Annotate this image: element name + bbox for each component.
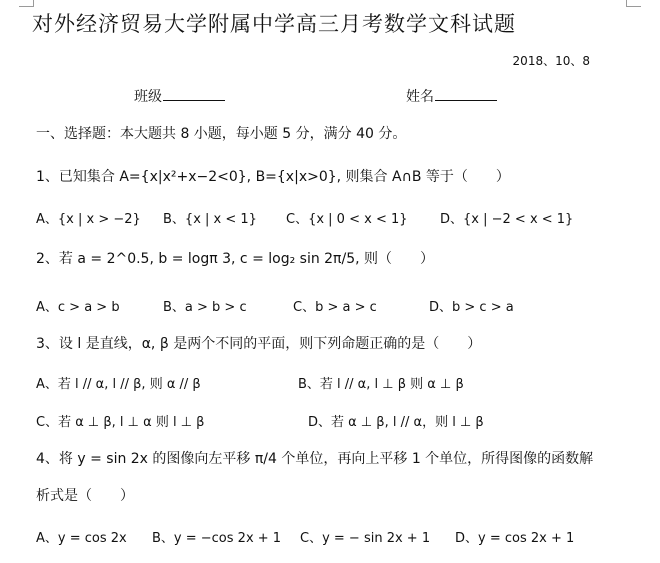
question-2-option-d: D、b > c > a <box>429 300 514 315</box>
question-4-option-d: D、y = cos 2x + 1 <box>455 531 575 546</box>
class-blank-line <box>163 86 225 101</box>
question-3-option-d: D、若 α ⊥ β, l // α，则 l ⊥ β <box>308 415 484 430</box>
class-field <box>134 86 225 106</box>
question-3-option-b: B、若 l // α, l ⊥ β 则 α ⊥ β <box>298 377 464 392</box>
question-2-stem: 2、若 a = 2^0.5, b = logπ 3, c = log₂ sin 2π/5, 则（ ） <box>36 251 435 267</box>
exam-title: 对外经济贸易大学附属中学高三月考数学文科试题 <box>32 12 516 36</box>
question-4-option-a: A、y = cos 2x <box>36 531 127 546</box>
question-2-option-b: B、a > b > c <box>163 300 247 315</box>
crop-mark-left <box>19 0 34 7</box>
question-2-option-a: A、c > a > b <box>36 300 120 315</box>
question-3-option-a: A、若 l // α, l // β, 则 α // β <box>36 377 201 392</box>
question-1-option-b: B、{x | x < 1} <box>163 212 257 227</box>
question-3-stem: 3、设 l 是直线，α, β 是两个不同的平面，则下列命题正确的是（ ） <box>36 336 482 352</box>
question-1-stem: 1、已知集合 A={x|x²+x−2<0}, B={x|x>0}, 则集合 A∩B 等于（ ） <box>36 169 510 185</box>
question-4-option-c: C、y = − sin 2x + 1 <box>300 531 431 546</box>
question-2-option-c: C、b > a > c <box>293 300 377 315</box>
class-label: 班级 <box>134 89 162 105</box>
question-4-option-b: B、y = −cos 2x + 1 <box>152 531 282 546</box>
name-label: 姓名 <box>406 89 434 105</box>
question-1-option-a: A、{x | x > −2} <box>36 212 141 227</box>
question-1-option-d: D、{x | −2 < x < 1} <box>440 212 574 227</box>
name-blank-line <box>435 86 497 101</box>
section-heading: 一、选择题：本大题共 8 小题，每小题 5 分，满分 40 分。 <box>36 126 407 142</box>
crop-mark-right <box>626 0 641 7</box>
question-1-option-c: C、{x | 0 < x < 1} <box>286 212 408 227</box>
question-4-stem: 4、将 y = sin 2x 的图像向左平移 π/4 个单位，再向上平移 1 个单位，所得图像的函数解析式是（ ） <box>36 451 594 504</box>
name-field <box>406 86 497 106</box>
question-3-option-c: C、若 α ⊥ β, l ⊥ α 则 l ⊥ β <box>36 415 205 430</box>
exam-date: 2018、10、8 <box>512 54 590 68</box>
